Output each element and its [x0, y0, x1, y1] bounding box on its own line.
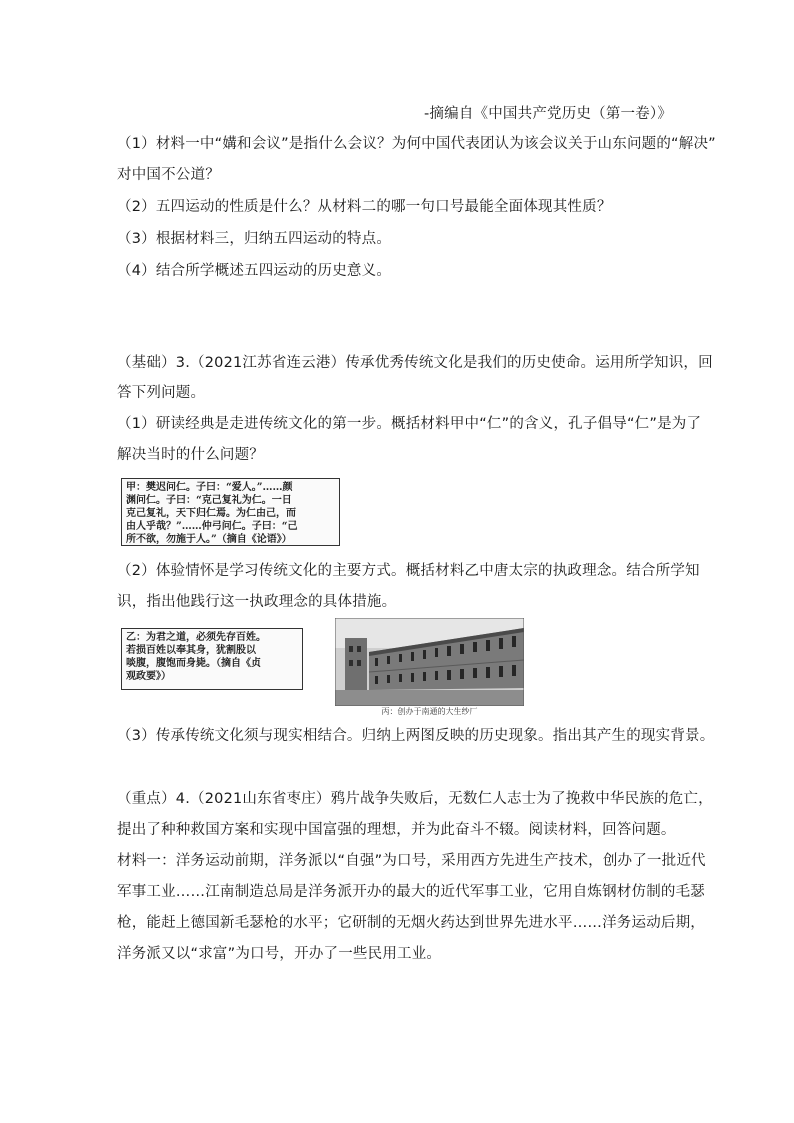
- problem3-sub2-line2: 识，指出他践行这一执政理念的具体措施。: [117, 594, 397, 610]
- factory-photo-caption: 丙：创办于南通的大生纱厂: [381, 707, 478, 716]
- material-yi-box: [121, 628, 303, 690]
- problem4-material1-line4: 洋务派又以“求富”为口号，开办了一些民用工业。: [117, 946, 442, 962]
- question-1-line2: 对中国不公道？: [117, 167, 220, 183]
- question-2: （2）五四运动的性质是什么？从材料二的哪一句口号最能全面体现其性质？: [117, 199, 612, 215]
- problem4-material1-line3: 枪，能赶上德国新毛瑟枪的水平；它研制的无烟火药达到世界先进水平……洋务运动后期，: [117, 915, 705, 931]
- problem4-material1-line1: 材料一：洋务运动前期，洋务派以“自强”为口号，采用西方先进生产技术，创办了一批近代: [117, 853, 706, 869]
- question-3: （3）根据材料三，归纳五四运动的特点。: [117, 231, 392, 247]
- factory-photo: [335, 618, 524, 706]
- problem3-sub2-line1: （2）体验情怀是学习传统文化的主要方式。概括材料乙中唐太宗的执政理念。结合所学知: [117, 563, 700, 579]
- question-1-line1: （1）材料一中“媾和会议”是指什么会议？为何中国代表团认为该会议关于山东问题的“解决”: [117, 136, 716, 152]
- material-yi-text: 乙：为君之道，必须先存百姓。 若损百姓以奉其身，犹割股以 啖腹，腹饱而身毙。（摘自《贞 观政要》）: [126, 632, 266, 682]
- problem4-intro-line1: （重点）4.（2021山东省枣庄）鸦片战争失败后，无数仁人志士为了挽救中华民族的危亡，: [117, 791, 713, 807]
- problem3-sub1-line2: 解决当时的什么问题？: [117, 447, 264, 463]
- problem3-sub1-line1: （1）研读经典是走进传统文化的第一步。概括材料甲中“仁”的含义，孔子倡导“仁”是为了: [117, 416, 702, 432]
- material-jia-box: [121, 478, 340, 546]
- problem3-intro-line2: 答下列问题。: [117, 385, 206, 401]
- question-4: （4）结合所学概述五四运动的历史意义。: [117, 263, 392, 279]
- problem4-intro-line2: 提出了种种救国方案和实现中国富强的理想，并为此奋斗不辍。阅读材料，回答问题。: [117, 822, 676, 838]
- problem4-material1-line2: 军事工业……江南制造总局是洋务派开办的最大的近代军事工业，它用自炼钢材仿制的毛瑟: [117, 884, 705, 900]
- problem3-sub3: （3）传承传统文化须与现实相结合。归纳上两图反映的历史现象。指出其产生的现实背景。: [117, 728, 715, 744]
- material-jia-text: 甲：樊迟问仁。子曰：“爱人。”……颜 渊问仁。子曰：“克己复礼为仁。一日 克己复礼，天下归仁焉。为仁由己，而 由人乎哉？”……仲弓问仁。子曰：“己 所不欲，勿施于人。”（摘自《论语》）: [126, 482, 298, 545]
- source-citation: -摘编自《中国共产党历史（第一卷）》: [424, 106, 673, 122]
- problem3-intro-line1: （基础）3.（2021江苏省连云港）传承优秀传统文化是我们的历史使命。运用所学知识，回: [117, 355, 713, 371]
